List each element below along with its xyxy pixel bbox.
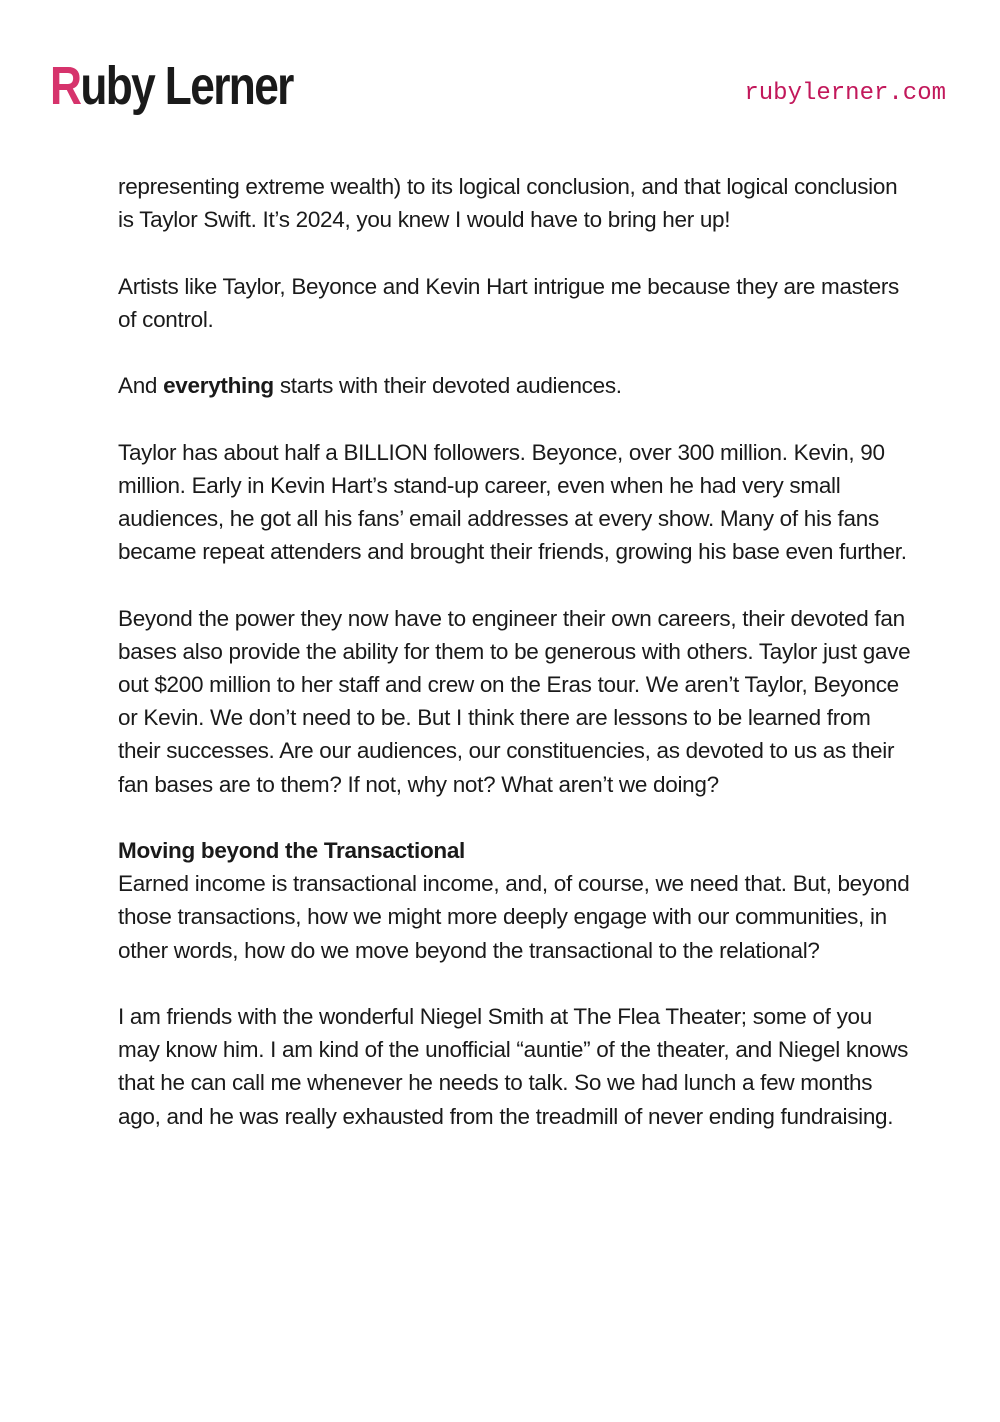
logo-name: uby Lerner (80, 56, 293, 116)
paragraph-followers: Taylor has about half a BILLION followers. Beyonce, over 300 million. Kevin, 90 million. Early in Kevin Hart’s stand-up career, even when he had very small audiences, he got all his fans’ email addresses at every show. Many of his fans became repeat attenders and brought their friends, growing his base even further. (118, 439, 907, 565)
brand-logo[interactable] (50, 50, 293, 122)
article-body (118, 170, 918, 1166)
section-heading: Moving beyond the Transactional (118, 837, 465, 863)
paragraph-niegel-smith: I am friends with the wonderful Niegel Smith at The Flea Theater; some of you may know him. I am kind of the unofficial “auntie” of the theater, and Niegel knows that he can call me whenever he needs to talk. So we had lunch a few months ago, and he was really exhausted from the treadmill of never ending fundraising. (118, 1003, 909, 1129)
text-devoted-audiences: starts with their devoted audiences. (273, 373, 622, 399)
paragraph-masters-of-control: Artists like Taylor, Beyonce and Kevin Hart intrigue me because they are masters of control. (118, 273, 899, 332)
paragraph-earned-income: Earned income is transactional income, and, of course, we need that. But, beyond those transactions, how we might more deeply engage with our communities, in other words, how do we move beyond the transactional to the relational? (118, 871, 910, 963)
page-header (0, 0, 1000, 140)
text-and: And (118, 373, 164, 399)
emphasis-everything: everything (163, 373, 274, 399)
paragraph-taylor-swift-intro: representing extreme wealth) to its logical conclusion, and that logical conclusion is Taylor Swift. It’s 2024, you knew I would have to bring her up! (118, 174, 898, 233)
paragraph-devoted-audiences (118, 369, 918, 402)
logo-initial: R (50, 56, 81, 116)
paragraph-generosity: Beyond the power they now have to engineer their own careers, their devoted fan bases also provide the ability for them to be generous with others. Taylor just gave out $200 million to her staff and crew on the Eras tour. We aren’t Taylor, Beyonce or Kevin. We don’t need to be. But I think there are lessons to be learned from their successes. Are our audiences, our constituencies, as devoted to us as their fan bases are to them? If not, why not? What aren’t we doing? (118, 605, 911, 797)
website-link[interactable]: rubylerner.com (744, 80, 946, 107)
